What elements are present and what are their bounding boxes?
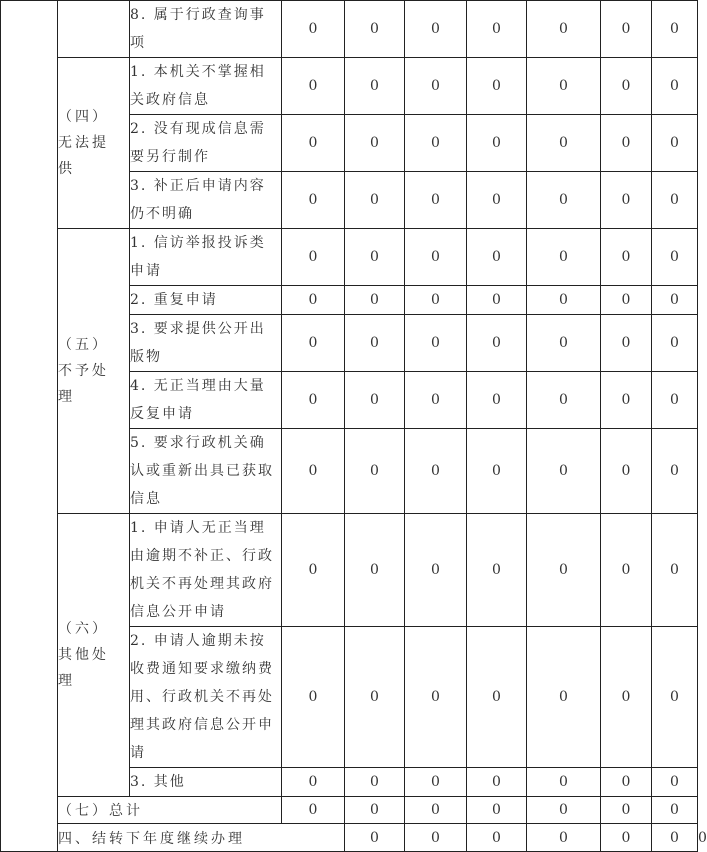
table-row: [1, 1, 698, 58]
value-cell: 0: [601, 1, 652, 58]
table-row: [1, 797, 698, 824]
value-cell: 0: [405, 58, 467, 115]
item-label: 3. 要求提供公开出版物: [130, 315, 282, 372]
value-cell: 0: [527, 115, 601, 172]
value-cell: 0: [282, 315, 345, 372]
item-label: 5. 要求行政机关确认或重新出具已获取信息: [130, 429, 282, 514]
value-cell: 0: [405, 229, 467, 286]
value-cell: 0: [282, 514, 345, 627]
value-cell: 0: [652, 514, 698, 627]
value-cell: 0: [282, 627, 345, 768]
value-cell: 0: [527, 514, 601, 627]
value-cell: 0: [527, 627, 601, 768]
value-cell: 0: [652, 315, 698, 372]
value-cell: 0: [345, 115, 405, 172]
value-cell: 0: [405, 824, 467, 852]
value-cell: 0: [652, 429, 698, 514]
value-cell: 0: [601, 115, 652, 172]
value-cell: 0: [405, 514, 467, 627]
value-cell: 0: [527, 315, 601, 372]
item-label: 1. 申请人无正当理由逾期不补正、行政机关不再处理其政府信息公开申请: [130, 514, 282, 627]
value-cell: 0: [527, 824, 601, 852]
value-cell: 0: [467, 229, 527, 286]
value-cell: 0: [282, 429, 345, 514]
value-cell: 0: [652, 115, 698, 172]
value-cell: 0: [405, 1, 467, 58]
value-cell: 0: [527, 429, 601, 514]
value-cell: 0: [282, 797, 345, 824]
value-cell: 0: [345, 315, 405, 372]
value-cell: 0: [601, 372, 652, 429]
item-label: 3. 补正后申请内容仍不明确: [130, 172, 282, 229]
value-cell: 0: [467, 429, 527, 514]
table-row: [1, 514, 698, 627]
section-column-cell: [1, 1, 58, 852]
item-label: 8. 属于行政查询事项: [130, 1, 282, 58]
value-cell: 0: [527, 286, 601, 315]
value-cell: 0: [405, 429, 467, 514]
value-cell: 0: [601, 58, 652, 115]
value-cell: 0: [467, 115, 527, 172]
item-label: 1. 本机关不掌握相关政府信息: [130, 58, 282, 115]
group-label: （五） 不予处 理: [58, 229, 130, 514]
value-cell: 0: [345, 286, 405, 315]
value-cell: 0: [282, 1, 345, 58]
value-cell: 0: [345, 429, 405, 514]
value-cell: 0: [652, 768, 698, 797]
table-row: [1, 229, 698, 286]
value-cell: 0: [652, 797, 698, 824]
item-label: 3. 其他: [130, 768, 282, 797]
item-label: 2. 申请人逾期未按收费通知要求缴纳费用、行政机关不再处理其政府信息公开申请: [130, 627, 282, 768]
value-cell: 0: [405, 372, 467, 429]
value-cell: 0: [405, 172, 467, 229]
item-label: 1. 信访举报投诉类申请: [130, 229, 282, 286]
group-label-empty: [58, 1, 130, 58]
value-cell: 0: [467, 372, 527, 429]
value-cell: 0: [345, 1, 405, 58]
value-cell: 0: [601, 172, 652, 229]
value-cell: 0: [652, 58, 698, 115]
carry-over-label: 四、结转下年度继续办理: [58, 824, 345, 852]
value-cell: 0: [282, 286, 345, 315]
value-cell: 0: [405, 286, 467, 315]
value-cell: 0: [405, 768, 467, 797]
value-cell: 0: [405, 797, 467, 824]
item-label: 2. 没有现成信息需要另行制作: [130, 115, 282, 172]
value-cell: 0: [467, 824, 527, 852]
value-cell: 0: [601, 429, 652, 514]
value-cell: 0: [467, 768, 527, 797]
total-label: （七）总计: [58, 797, 282, 824]
value-cell: 0: [601, 768, 652, 797]
value-cell: 0: [527, 1, 601, 58]
value-cell: 0: [652, 824, 698, 852]
value-cell: 0: [652, 627, 698, 768]
value-cell: 0: [345, 627, 405, 768]
value-cell: 0: [405, 627, 467, 768]
value-cell: 0: [345, 372, 405, 429]
value-cell: 0: [601, 514, 652, 627]
item-label: 4. 无正当理由大量反复申请: [130, 372, 282, 429]
value-cell: 0: [527, 372, 601, 429]
value-cell: 0: [652, 372, 698, 429]
value-cell: 0: [282, 172, 345, 229]
value-cell: 0: [345, 768, 405, 797]
value-cell: 0: [467, 286, 527, 315]
group-label: （四） 无法提 供: [58, 58, 130, 229]
value-cell: 0: [467, 315, 527, 372]
value-cell: 0: [345, 514, 405, 627]
value-cell: 0: [467, 1, 527, 58]
value-cell: 0: [282, 768, 345, 797]
value-cell: 0: [652, 1, 698, 58]
value-cell: 0: [405, 315, 467, 372]
value-cell: 0: [601, 797, 652, 824]
value-cell: 0: [345, 797, 405, 824]
value-cell: 0: [527, 229, 601, 286]
value-cell: 0: [467, 797, 527, 824]
value-cell: 0: [527, 58, 601, 115]
value-cell: 0: [652, 286, 698, 315]
value-cell: 0: [467, 58, 527, 115]
value-cell: 0: [527, 797, 601, 824]
value-cell: 0: [282, 229, 345, 286]
group-label: （六） 其他处 理: [58, 514, 130, 797]
value-cell: 0: [467, 514, 527, 627]
value-cell: 0: [601, 286, 652, 315]
value-cell: 0: [345, 229, 405, 286]
value-cell: 0: [405, 115, 467, 172]
value-cell: 0: [467, 172, 527, 229]
value-cell: 0: [467, 627, 527, 768]
value-cell: 0: [345, 824, 405, 852]
value-cell: 0: [282, 372, 345, 429]
table-row: 四、结转下年度继续办理 0 0 0 0 0 0 0: [1, 824, 698, 852]
value-cell: 0: [282, 115, 345, 172]
value-cell: 0: [345, 172, 405, 229]
item-label: 2. 重复申请: [130, 286, 282, 315]
value-cell: 0: [527, 172, 601, 229]
value-cell: 0: [652, 229, 698, 286]
value-cell: 0: [601, 229, 652, 286]
value-cell: 0: [345, 58, 405, 115]
value-cell: 0: [652, 172, 698, 229]
value-cell: 0: [601, 627, 652, 768]
value-cell: 0: [282, 58, 345, 115]
table-row: [1, 58, 698, 115]
value-cell: 0: [527, 768, 601, 797]
value-cell: 0: [601, 315, 652, 372]
value-cell: 0: [601, 824, 652, 852]
